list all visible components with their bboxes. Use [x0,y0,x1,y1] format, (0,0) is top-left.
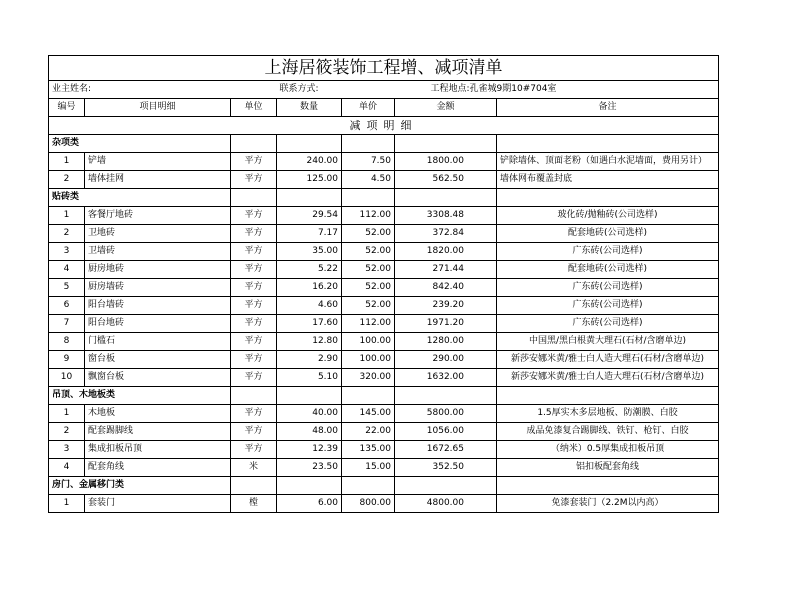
item-note: 新莎安娜米黄/雅士白人造大理石(石材/含磨单边) [497,351,719,369]
item-note: 广东砖(公司选样) [497,279,719,297]
item-number: 1 [49,207,85,225]
category-row [49,135,719,153]
item-amount: 239.20 [395,297,497,315]
item-note: 配套地砖(公司选样) [497,261,719,279]
item-amount: 3308.48 [395,207,497,225]
item-amount: 1672.65 [395,441,497,459]
item-name: 木地板 [85,405,231,423]
item-number: 4 [49,459,85,477]
item-price: 100.00 [342,333,395,351]
item-quantity: 4.60 [277,297,342,315]
item-note: 中国黑/黑白根黄大理石(石材/含磨单边) [497,333,719,351]
item-amount: 1280.00 [395,333,497,351]
item-amount: 290.00 [395,351,497,369]
item-unit: 平方 [231,153,277,171]
table-row [49,261,719,279]
item-name: 门槛石 [85,333,231,351]
category-name: 房门、金属移门类 [49,477,231,495]
item-quantity: 12.39 [277,441,342,459]
item-quantity: 2.90 [277,351,342,369]
item-price: 7.50 [342,153,395,171]
item-price: 112.00 [342,207,395,225]
item-note: 新莎安娜米黄/雅士白人造大理石(石材/含磨单边) [497,369,719,387]
item-number: 3 [49,441,85,459]
item-name: 套装门 [85,495,231,513]
item-unit: 平方 [231,225,277,243]
item-price: 52.00 [342,261,395,279]
item-unit: 平方 [231,279,277,297]
item-price: 52.00 [342,243,395,261]
item-price: 52.00 [342,279,395,297]
item-quantity: 23.50 [277,459,342,477]
col-header: 单价 [342,99,395,117]
contact-label: 联系方式: [277,81,395,99]
item-price: 800.00 [342,495,395,513]
item-amount: 372.84 [395,225,497,243]
table-row [49,351,719,369]
item-quantity: 5.10 [277,369,342,387]
item-name: 阳台地砖 [85,315,231,333]
item-unit: 平方 [231,315,277,333]
item-name: 墙体挂网 [85,171,231,189]
item-quantity: 7.17 [277,225,342,243]
table-row [49,369,719,387]
item-quantity: 29.54 [277,207,342,225]
item-unit: 平方 [231,261,277,279]
item-unit: 平方 [231,405,277,423]
table-row [49,171,719,189]
item-unit: 平方 [231,297,277,315]
col-header: 项目明细 [85,99,231,117]
item-name: 配套踢脚线 [85,423,231,441]
item-number: 2 [49,171,85,189]
item-quantity: 48.00 [277,423,342,441]
item-unit: 平方 [231,441,277,459]
item-number: 2 [49,423,85,441]
item-note: 广东砖(公司选样) [497,243,719,261]
table-row [49,423,719,441]
item-price: 4.50 [342,171,395,189]
category-row [49,477,719,495]
item-number: 8 [49,333,85,351]
item-name: 卫墙砖 [85,243,231,261]
item-price: 320.00 [342,369,395,387]
item-number: 1 [49,405,85,423]
item-note: 成品免漆复合踢脚线、铁钉、枪钉、白胶 [497,423,719,441]
item-amount: 1632.00 [395,369,497,387]
item-quantity: 125.00 [277,171,342,189]
item-amount: 1971.20 [395,315,497,333]
item-quantity: 17.60 [277,315,342,333]
item-amount: 1056.00 [395,423,497,441]
item-name: 卫地砖 [85,225,231,243]
table-row [49,459,719,477]
category-name: 杂项类 [49,135,231,153]
item-number: 6 [49,297,85,315]
site-address: 工程地点:孔雀城9期10#704室 [395,81,719,99]
item-number: 2 [49,225,85,243]
section-title: 减项明细 [49,117,719,135]
table-row [49,405,719,423]
item-unit: 平方 [231,423,277,441]
item-name: 飘窗台板 [85,369,231,387]
item-price: 145.00 [342,405,395,423]
item-quantity: 6.00 [277,495,342,513]
item-name: 厨房地砖 [85,261,231,279]
item-price: 22.00 [342,423,395,441]
table-row [49,315,719,333]
item-number: 4 [49,261,85,279]
table-row [49,297,719,315]
table-row [49,243,719,261]
item-number: 10 [49,369,85,387]
col-header: 数量 [277,99,342,117]
table-row [49,495,719,513]
item-price: 52.00 [342,225,395,243]
item-quantity: 35.00 [277,243,342,261]
item-number: 3 [49,243,85,261]
category-row [49,189,719,207]
item-name: 厨房墙砖 [85,279,231,297]
item-quantity: 5.22 [277,261,342,279]
item-note: 配套地砖(公司选样) [497,225,719,243]
item-note: 广东砖(公司选样) [497,315,719,333]
item-quantity: 240.00 [277,153,342,171]
item-quantity: 16.20 [277,279,342,297]
sheet-title: 上海居筱装饰工程增、减项清单 [49,56,719,81]
item-note: （纳米）0.5厚集成扣板吊顶 [497,441,719,459]
item-unit: 平方 [231,171,277,189]
item-unit: 平方 [231,333,277,351]
col-header: 单位 [231,99,277,117]
item-price: 135.00 [342,441,395,459]
item-note: 墙体网布覆盖封底 [497,171,719,189]
header-row [49,99,719,117]
table-row [49,207,719,225]
owner-label: 业主姓名: [49,81,231,99]
item-note: 铲除墙体、顶面老粉（如遇白水泥墙面，费用另计） [497,153,719,171]
item-number: 5 [49,279,85,297]
item-unit: 米 [231,459,277,477]
item-note: 免漆套装门（2.2M以内高） [497,495,719,513]
item-number: 9 [49,351,85,369]
item-amount: 1800.00 [395,153,497,171]
item-name: 客餐厅地砖 [85,207,231,225]
item-price: 15.00 [342,459,395,477]
category-name: 贴砖类 [49,189,231,207]
quote-table [48,55,719,513]
item-price: 100.00 [342,351,395,369]
item-unit: 平方 [231,207,277,225]
col-header: 编号 [49,99,85,117]
item-amount: 4800.00 [395,495,497,513]
item-note: 广东砖(公司选样) [497,297,719,315]
item-name: 集成扣板吊顶 [85,441,231,459]
item-amount: 1820.00 [395,243,497,261]
table-row [49,225,719,243]
item-name: 窗台板 [85,351,231,369]
item-note: 1.5厚实木多层地板、防潮膜、白胶 [497,405,719,423]
item-unit: 平方 [231,243,277,261]
item-unit: 平方 [231,351,277,369]
item-amount: 352.50 [395,459,497,477]
table-row [49,279,719,297]
table-row [49,333,719,351]
item-note: 玻化砖/抛釉砖(公司选样) [497,207,719,225]
item-price: 112.00 [342,315,395,333]
item-amount: 842.40 [395,279,497,297]
category-row [49,387,719,405]
item-quantity: 40.00 [277,405,342,423]
category-name: 吊顶、木地板类 [49,387,231,405]
item-quantity: 12.80 [277,333,342,351]
item-amount: 271.44 [395,261,497,279]
item-name: 配套角线 [85,459,231,477]
item-number: 7 [49,315,85,333]
table-row [49,153,719,171]
item-amount: 562.50 [395,171,497,189]
item-number: 1 [49,495,85,513]
item-note: 铝扣板配套角线 [497,459,719,477]
item-name: 阳台墙砖 [85,297,231,315]
col-header: 金额 [395,99,497,117]
item-price: 52.00 [342,297,395,315]
item-unit: 平方 [231,369,277,387]
table-row [49,441,719,459]
col-header: 备注 [497,99,719,117]
item-number: 1 [49,153,85,171]
item-amount: 5800.00 [395,405,497,423]
item-name: 铲墙 [85,153,231,171]
item-unit: 樘 [231,495,277,513]
